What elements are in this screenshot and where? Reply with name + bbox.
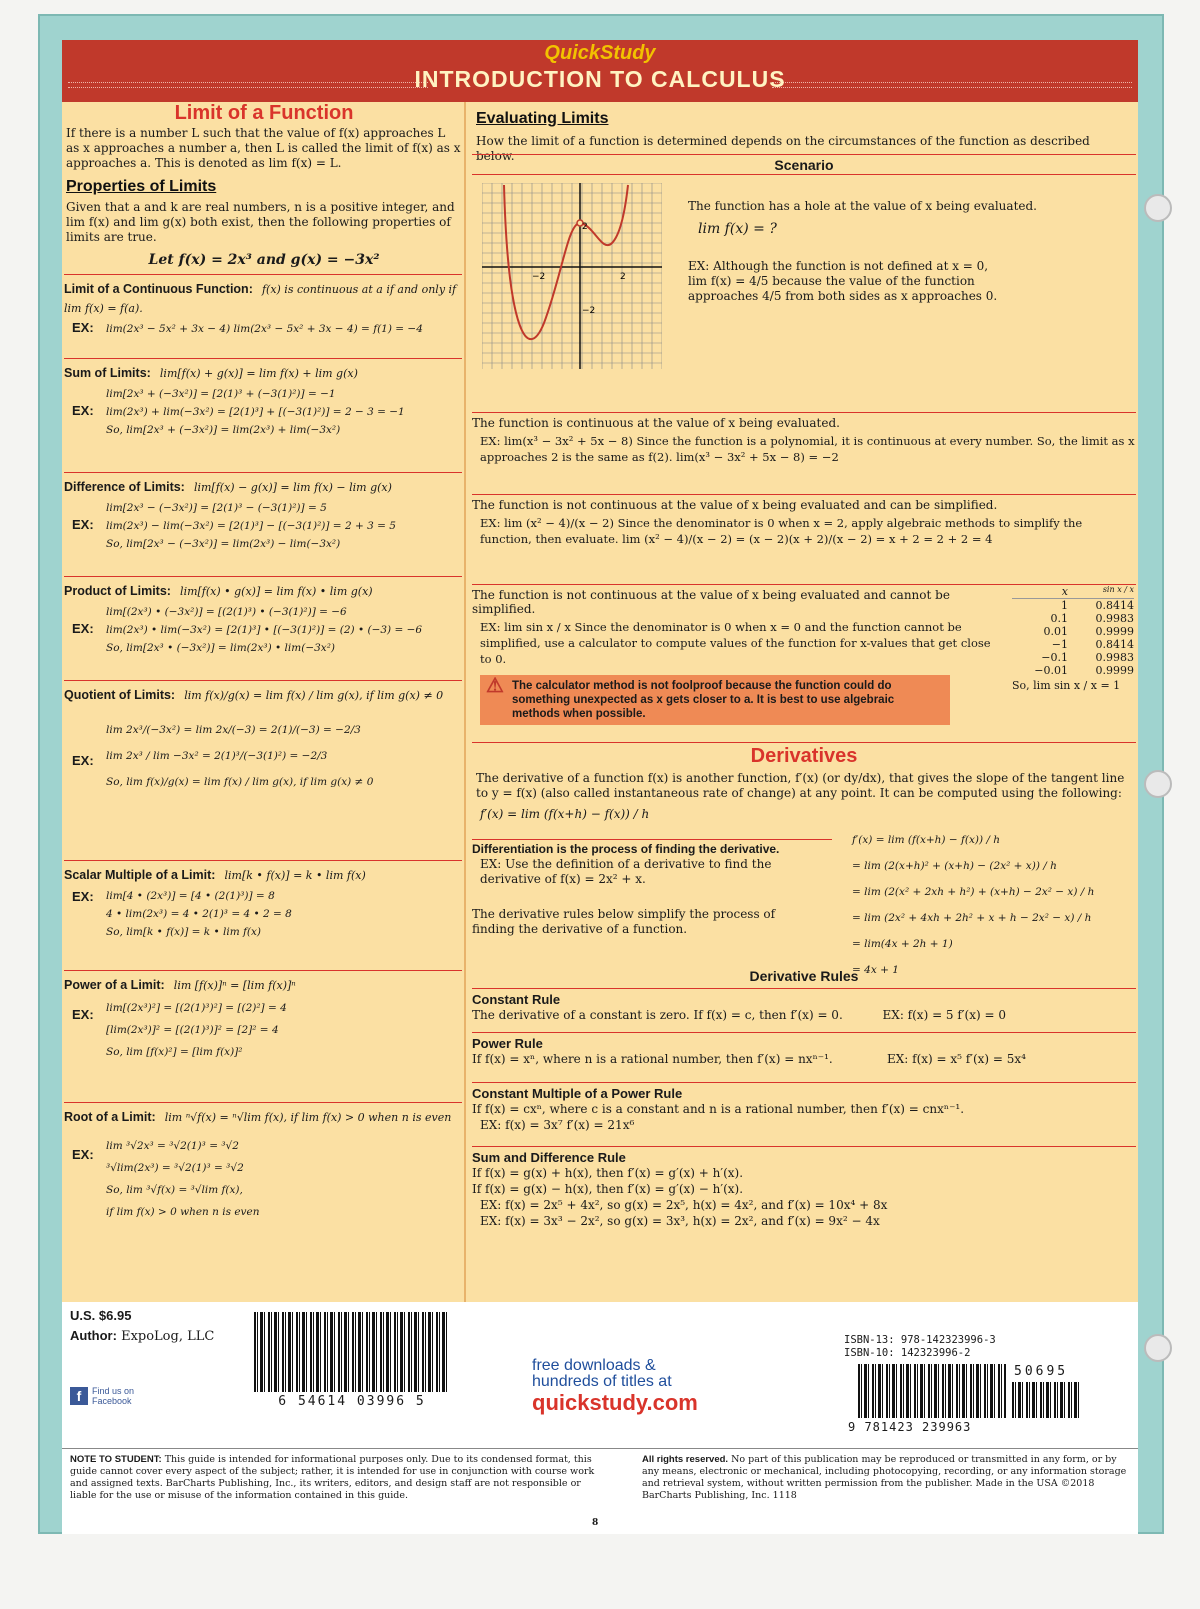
rule-sum-difference (472, 1146, 1136, 1229)
table-body (1012, 599, 1134, 677)
table-row (1012, 625, 1134, 638)
ex-label: EX: (72, 1007, 94, 1022)
property-formula: lim[f(x) + g(x)] = lim f(x) + lim g(x) (159, 367, 358, 380)
price-barcode (1012, 1382, 1082, 1418)
footer-panel (62, 1302, 1138, 1534)
page-title: INTRODUCTION TO CALCULUS (414, 66, 786, 92)
derivatives-intro: The derivative of a function f(x) is another function, f′(x) (or dy/dx), that gives the slope of the tangent line to y = f(x) (also called instantaneous rate of change) at any point. It can be computed using the following: (476, 771, 1125, 800)
scenario-example: EX: lim sin x / x Since the denominator is 0 when x = 0 and the function cannot be simplified, use a calculator to compute values of the function for x-values that get close to 0. (480, 620, 991, 666)
guide-sheet (62, 40, 1138, 1534)
differentiation-example: EX: Use the definition of a derivative to find the derivative of f(x) = 2x² + x. (480, 857, 772, 886)
property-example (64, 717, 462, 795)
table-cell: 0.9999 (1095, 664, 1134, 677)
property-name: Scalar Multiple of a Limit: (64, 868, 216, 882)
property-name: Difference of Limits: (64, 480, 185, 494)
rule-text: If f(x) = cxⁿ, where c is a constant and n is a rational number, then f′(x) = cnxⁿ⁻¹. (472, 1102, 965, 1116)
rule-name: Power Rule (472, 1036, 543, 1051)
note-text: This guide is intended for informational purposes only. Due to its condensed format, this guide cannot cover every aspect of the subject; rather, it is intended for use in conjunction with course work and assigned texts. BarCharts Publishing, Inc., its writers, editors, and design staff are not responsible or liable for the use or misuse of the information contained in this guide. (70, 1454, 595, 1501)
property-formula: f(x) is continuous at a if and only if lim f(x) = f(a). (64, 283, 457, 315)
table-cell: 0.1 (1050, 612, 1068, 625)
let-statement: Let f(x) = 2x³ and g(x) = −3x² (148, 252, 380, 268)
properties-intro: Given that a and k are real numbers, n is a positive integer, and lim f(x) and lim g(x) both exist, then the following properties of limits are true. (66, 200, 455, 244)
right-column (472, 102, 1136, 1302)
scenario-example: EX: lim (x² − 4)/(x − 2) Since the denominator is 0 when x = 2, apply algebraic methods to simplify the function, then evaluate. lim (x² − 4)/(x − 2) = (x − 2)(x + 2)/(x − 2) = x + 2 = 2 + 2 = 4 (480, 516, 1083, 546)
scenario-lead: The function is not continuous at the value of x being evaluated and cannot be simplified. (472, 588, 950, 616)
example-line: lim ³√2x³ = ³√2(1)³ = ³√2 (106, 1140, 239, 1152)
rule-name: Constant Rule (472, 992, 561, 1007)
promo-text (532, 1358, 672, 1390)
rule-power (472, 1032, 1136, 1067)
evaluating-intro: How the limit of a function is determined depends on the circumstances of the function as described below. (476, 134, 1090, 163)
property-example (64, 603, 462, 657)
step-line: = lim (2(x+h)² + (x+h) − (2x² + x)) / h (852, 860, 1057, 872)
example-line: lim(2x³ − 5x² + 3x − 4) lim(2x³ − 5x² + 3x − 4) = f(1) = −4 (106, 323, 423, 335)
table-row (1012, 599, 1134, 612)
rule-constant (472, 988, 1136, 1023)
curve-line (504, 185, 628, 339)
step-line: = lim (2(x² + 2xh + h²) + (x+h) − 2x² − x) / h (852, 886, 1095, 898)
ex-label: EX: (72, 517, 94, 532)
example-line: So, lim ³√f(x) = ³√lim f(x), (106, 1184, 243, 1196)
property-formula: lim ⁿ√f(x) = ⁿ√lim f(x), if lim f(x) > 0 when n is even (164, 1111, 452, 1124)
example-line: So, lim[2x³ • (−3x²)] = lim(2x³) • lim(−3x²) (106, 642, 336, 654)
example-line: ³√lim(2x³) = ³√2(1)³ = ³√2 (106, 1162, 244, 1174)
author-label: Author: (70, 1328, 117, 1343)
student-note (70, 1454, 600, 1502)
property-example (64, 1135, 462, 1223)
rule-example: EX: f(x) = 2x⁵ + 4x², so g(x) = 2x⁵, h(x) = 4x², and f′(x) = 10x⁴ + 8x (480, 1198, 888, 1212)
limit-section-title: Limit of a Function (174, 102, 354, 124)
derivative-definition: f′(x) = lim (f(x+h) − f(x)) / h (480, 807, 650, 821)
property-example (64, 385, 462, 439)
property-formula: lim[f(x) − g(x)] = lim f(x) − lim g(x) (193, 481, 392, 494)
table-cell: 0.9999 (1095, 625, 1134, 638)
scenario-lead: The function is continuous at the value of x being evaluated. (472, 416, 840, 430)
upc-barcode (254, 1312, 450, 1392)
properties-title: Properties of Limits (66, 178, 217, 195)
example-line: lim[4 • (2x³)] = [4 • (2(1)³)] = 8 (106, 890, 275, 902)
property-formula: lim[k • f(x)] = k • lim f(x) (224, 869, 366, 882)
rule-example: EX: f(x) = x⁵ f′(x) = 5x⁴ (886, 1052, 1026, 1066)
property-example (64, 499, 462, 553)
property-name: Product of Limits: (64, 584, 171, 598)
derivatives-section (472, 742, 1136, 976)
step-line: f′(x) = lim (f(x+h) − f(x)) / h (852, 834, 1001, 846)
table-cell: 0.9983 (1095, 612, 1134, 625)
rule-text: If f(x) = g(x) + h(x), then f′(x) = g′(x) + h′(x). (472, 1166, 744, 1180)
scenario-nosimplify (472, 584, 1136, 725)
rule-name: Sum and Difference Rule (472, 1150, 626, 1165)
scenario-label: Scenario (472, 154, 1136, 173)
page-number: 8 (592, 1518, 599, 1528)
hole-example: EX: Although the function is not defined at x = 0, lim f(x) = 4/5 because the value of the function approaches 4/5 from both sides as x approaches 0. (688, 259, 998, 303)
table-cell: 0.01 (1043, 625, 1068, 638)
isbn-10: ISBN-10: 142323996-2 (844, 1347, 971, 1359)
promo-line: free downloads & (532, 1357, 656, 1374)
property-product (64, 576, 462, 657)
step-line: = 4x + 1 (852, 964, 899, 976)
step-line: = lim(4x + 2h + 1) (852, 938, 953, 950)
rule-text: If f(x) = xⁿ, where n is a rational number, then f′(x) = nxⁿ⁻¹. (472, 1052, 833, 1066)
laminated-sheet (38, 14, 1164, 1534)
warning-box (480, 675, 950, 725)
ex-label: EX: (72, 753, 94, 768)
warning-text: The calculator method is not foolproof because the function could do something unexpected as x gets closer to a. It is best to use algebraic methods when possible. (512, 680, 895, 720)
table-cell: 0.9983 (1095, 651, 1134, 664)
value-table (1012, 585, 1134, 692)
example-line: lim 2x³/(−3x²) = lim 2x/(−3) = 2(1)/(−3) = −2/3 (106, 724, 361, 736)
property-name: Root of a Limit: (64, 1110, 156, 1124)
property-formula: lim[f(x) • g(x)] = lim f(x) • lim g(x) (180, 585, 373, 598)
table-cell: 1 (1061, 599, 1068, 612)
table-cell: −0.01 (1034, 664, 1068, 677)
property-scalar (64, 860, 462, 941)
scenario-lead: The function is not continuous at the value of x being evaluated and can be simplified. (472, 498, 998, 512)
example-line: lim[2x³ + (−3x²)] = [2(1)³ + (−3(1)²)] = −1 (106, 388, 336, 400)
example-line: lim(2x³) + lim(−3x²) = [2(1)³] + [(−3(1)²)] = 2 − 3 = −1 (106, 406, 405, 418)
header-banner (62, 40, 1138, 102)
ex-label: EX: (72, 889, 94, 904)
rule-example: EX: f(x) = 3x³ − 2x², so g(x) = 3x³, h(x) = 2x², and f′(x) = 9x² − 4x (480, 1214, 880, 1228)
tick-label: 2 (620, 272, 626, 282)
table-header (1012, 585, 1134, 599)
property-sum (64, 358, 462, 439)
property-example (64, 887, 462, 941)
rights-note (642, 1454, 1132, 1502)
example-line: So, lim f(x)/g(x) = lim f(x) / lim g(x), if lim g(x) ≠ 0 (106, 776, 374, 788)
brand-logo: QuickStudy (544, 42, 656, 64)
binder-hole (1144, 194, 1172, 222)
rule-example: EX: f(x) = 3x⁷ f′(x) = 21x⁶ (480, 1118, 635, 1132)
derivatives-title: Derivatives (750, 745, 858, 767)
table-row (1012, 651, 1134, 664)
tick-label: 2 (582, 222, 588, 232)
function-graph (482, 183, 662, 369)
author-line (70, 1328, 214, 1344)
hole-question: lim f(x) = ? (698, 221, 777, 237)
table-cell: 0.8414 (1095, 638, 1134, 651)
isbn-13: ISBN-13: 978-142323996-3 (844, 1334, 996, 1346)
isbn-digits: 9 781423 239963 (848, 1420, 972, 1434)
left-column (62, 102, 466, 1302)
property-example (64, 997, 462, 1063)
warning-icon: ⚠ (486, 675, 504, 697)
table-cell: −0.1 (1041, 651, 1068, 664)
step-line: = lim (2x² + 4xh + 2h² + x + h − 2x² − x) / h (852, 912, 1092, 924)
binder-hole (1144, 1334, 1172, 1362)
differentiation-block (472, 839, 832, 937)
property-quotient (64, 680, 462, 795)
example-line: 4 • lim(2x³) = 4 • 2(1)³ = 4 • 2 = 8 (106, 908, 292, 920)
scenario-example: EX: lim(x³ − 3x² + 5x − 8) Since the function is a polynomial, it is continuous at every number. So, the limit as x approaches 2 is the same as f(2). lim(x³ − 3x² + 5x − 8) = −2 (480, 434, 1135, 464)
table-header-cell: x (1061, 585, 1068, 598)
example-line: [lim(2x³)]² = [(2(1)³)]² = [2]² = 4 (106, 1024, 279, 1036)
property-name: Quotient of Limits: (64, 688, 176, 702)
rules-title: Derivative Rules (749, 968, 859, 984)
facebook-icon: f (70, 1387, 88, 1405)
binder-hole (1144, 770, 1172, 798)
facebook-text: Find us on Facebook (92, 1386, 135, 1406)
hole-lead: The function has a hole at the value of x being evaluated. (688, 199, 1037, 213)
evaluating-title: Evaluating Limits (476, 110, 609, 127)
property-continuous (64, 274, 462, 338)
ex-label: EX: (72, 403, 94, 418)
example-line: So, lim[2x³ + (−3x²)] = lim(2x³) + lim(−3x²) (106, 424, 341, 436)
footer-divider (62, 1448, 1138, 1449)
property-formula: lim f(x)/g(x) = lim f(x) / lim g(x), if lim g(x) ≠ 0 (184, 689, 444, 702)
facebook-link[interactable] (70, 1386, 152, 1406)
rule-body (472, 1007, 1136, 1023)
example-line: lim 2x³ / lim −3x² = 2(1)³/(−3(1)²) = −2/3 (106, 750, 328, 762)
isbn-barcode (858, 1364, 1006, 1418)
ex-label: EX: (72, 320, 94, 335)
rule-text: The derivative of a constant is zero. If f(x) = c, then f′(x) = 0. (472, 1008, 843, 1022)
table-row (1012, 664, 1134, 677)
property-name: Limit of a Continuous Function: (64, 282, 253, 296)
table-row (1012, 638, 1134, 651)
example-line: if lim f(x) > 0 when n is even (106, 1206, 260, 1218)
rule-body (472, 1051, 1136, 1067)
limit-definition: If there is a number L such that the value of f(x) approaches L as x approaches a number a, then L is called the limit of f(x) as x approaches a. This is denoted as lim f(x) = L. (66, 126, 461, 170)
promo-line: hundreds of titles at (532, 1373, 672, 1390)
tick-label: −2 (532, 272, 546, 282)
property-root (64, 1102, 462, 1223)
upc-digits: 6 54614 03996 5 (278, 1394, 426, 1409)
table-header-cell: sin x / x (1102, 585, 1134, 594)
rule-name: Constant Multiple of a Power Rule (472, 1086, 683, 1101)
ex-label: EX: (72, 1147, 94, 1162)
property-power (64, 970, 462, 1063)
example-line: lim[2x³ − (−3x²)] = [2(1)³ − (−3(1)²)] = 5 (106, 502, 327, 514)
rights-label: All rights reserved. (642, 1454, 729, 1465)
scenario-hole (472, 174, 1136, 316)
example-line: So, lim [f(x)²] = [lim f(x)]² (106, 1046, 243, 1058)
rule-example: EX: f(x) = 5 f′(x) = 0 (882, 1008, 1006, 1022)
content-panel (62, 102, 1138, 1302)
example-line: lim[(2x³)²] = [(2(1)³)²] = [(2)²] = 4 (106, 1002, 287, 1014)
rule-constant-multiple (472, 1082, 1136, 1133)
example-line: lim[(2x³) • (−3x²)] = [(2(1)³) • (−3(1)²)] = −6 (106, 606, 347, 618)
tick-label: −2 (582, 306, 596, 316)
ex-label: EX: (72, 621, 94, 636)
note-label: NOTE TO STUDENT: (70, 1454, 162, 1465)
scenario-simplify (472, 494, 1136, 547)
table-cell: 0.8414 (1095, 599, 1134, 612)
differentiation-text: Differentiation is the process of finding the derivative. (472, 842, 780, 856)
scenario-continuous (472, 412, 1136, 465)
property-difference (64, 472, 462, 553)
price-code: 50695 (1014, 1364, 1069, 1379)
example-line: lim(2x³) − lim(−3x²) = [2(1)³] − [(−3(1)²)] = 2 + 3 = 5 (106, 520, 396, 532)
property-example (64, 320, 462, 338)
table-row (1012, 612, 1134, 625)
property-formula: lim [f(x)]ⁿ = [lim f(x)]ⁿ (173, 979, 296, 992)
price-label: U.S. $6.95 (70, 1308, 132, 1323)
rights-text: No part of this publication may be reproduced or transmitted in any form, or by any means, electronic or mechanical, including photocopying, recording, or any information storage and retrieval system, without written permission from the publisher. Made in the USA ©2018 BarCharts Publishing, Inc. 1118 (642, 1454, 1127, 1501)
example-line: So, lim[k • f(x)] = k • lim f(x) (106, 926, 262, 938)
isbn-block (844, 1334, 996, 1360)
author-name: ExpoLog, LLC (121, 1329, 215, 1344)
website-link[interactable]: quickstudy.com (532, 1390, 698, 1415)
table-cell: −1 (1051, 638, 1068, 651)
rules-note: The derivative rules below simplify the process of finding the derivative of a function. (472, 907, 776, 936)
table-conclusion: So, lim sin x / x = 1 (1012, 679, 1121, 692)
property-name: Sum of Limits: (64, 366, 151, 380)
derivative-steps (852, 827, 1132, 983)
rule-text: If f(x) = g(x) − h(x), then f′(x) = g′(x) − h′(x). (472, 1182, 744, 1196)
example-line: lim(2x³) • lim(−3x²) = [2(1)³] • [(−3(1)²)] = (2) • (−3) = −6 (106, 624, 423, 636)
property-name: Power of a Limit: (64, 978, 165, 992)
example-line: So, lim[2x³ − (−3x²)] = lim(2x³) − lim(−3x²) (106, 538, 341, 550)
